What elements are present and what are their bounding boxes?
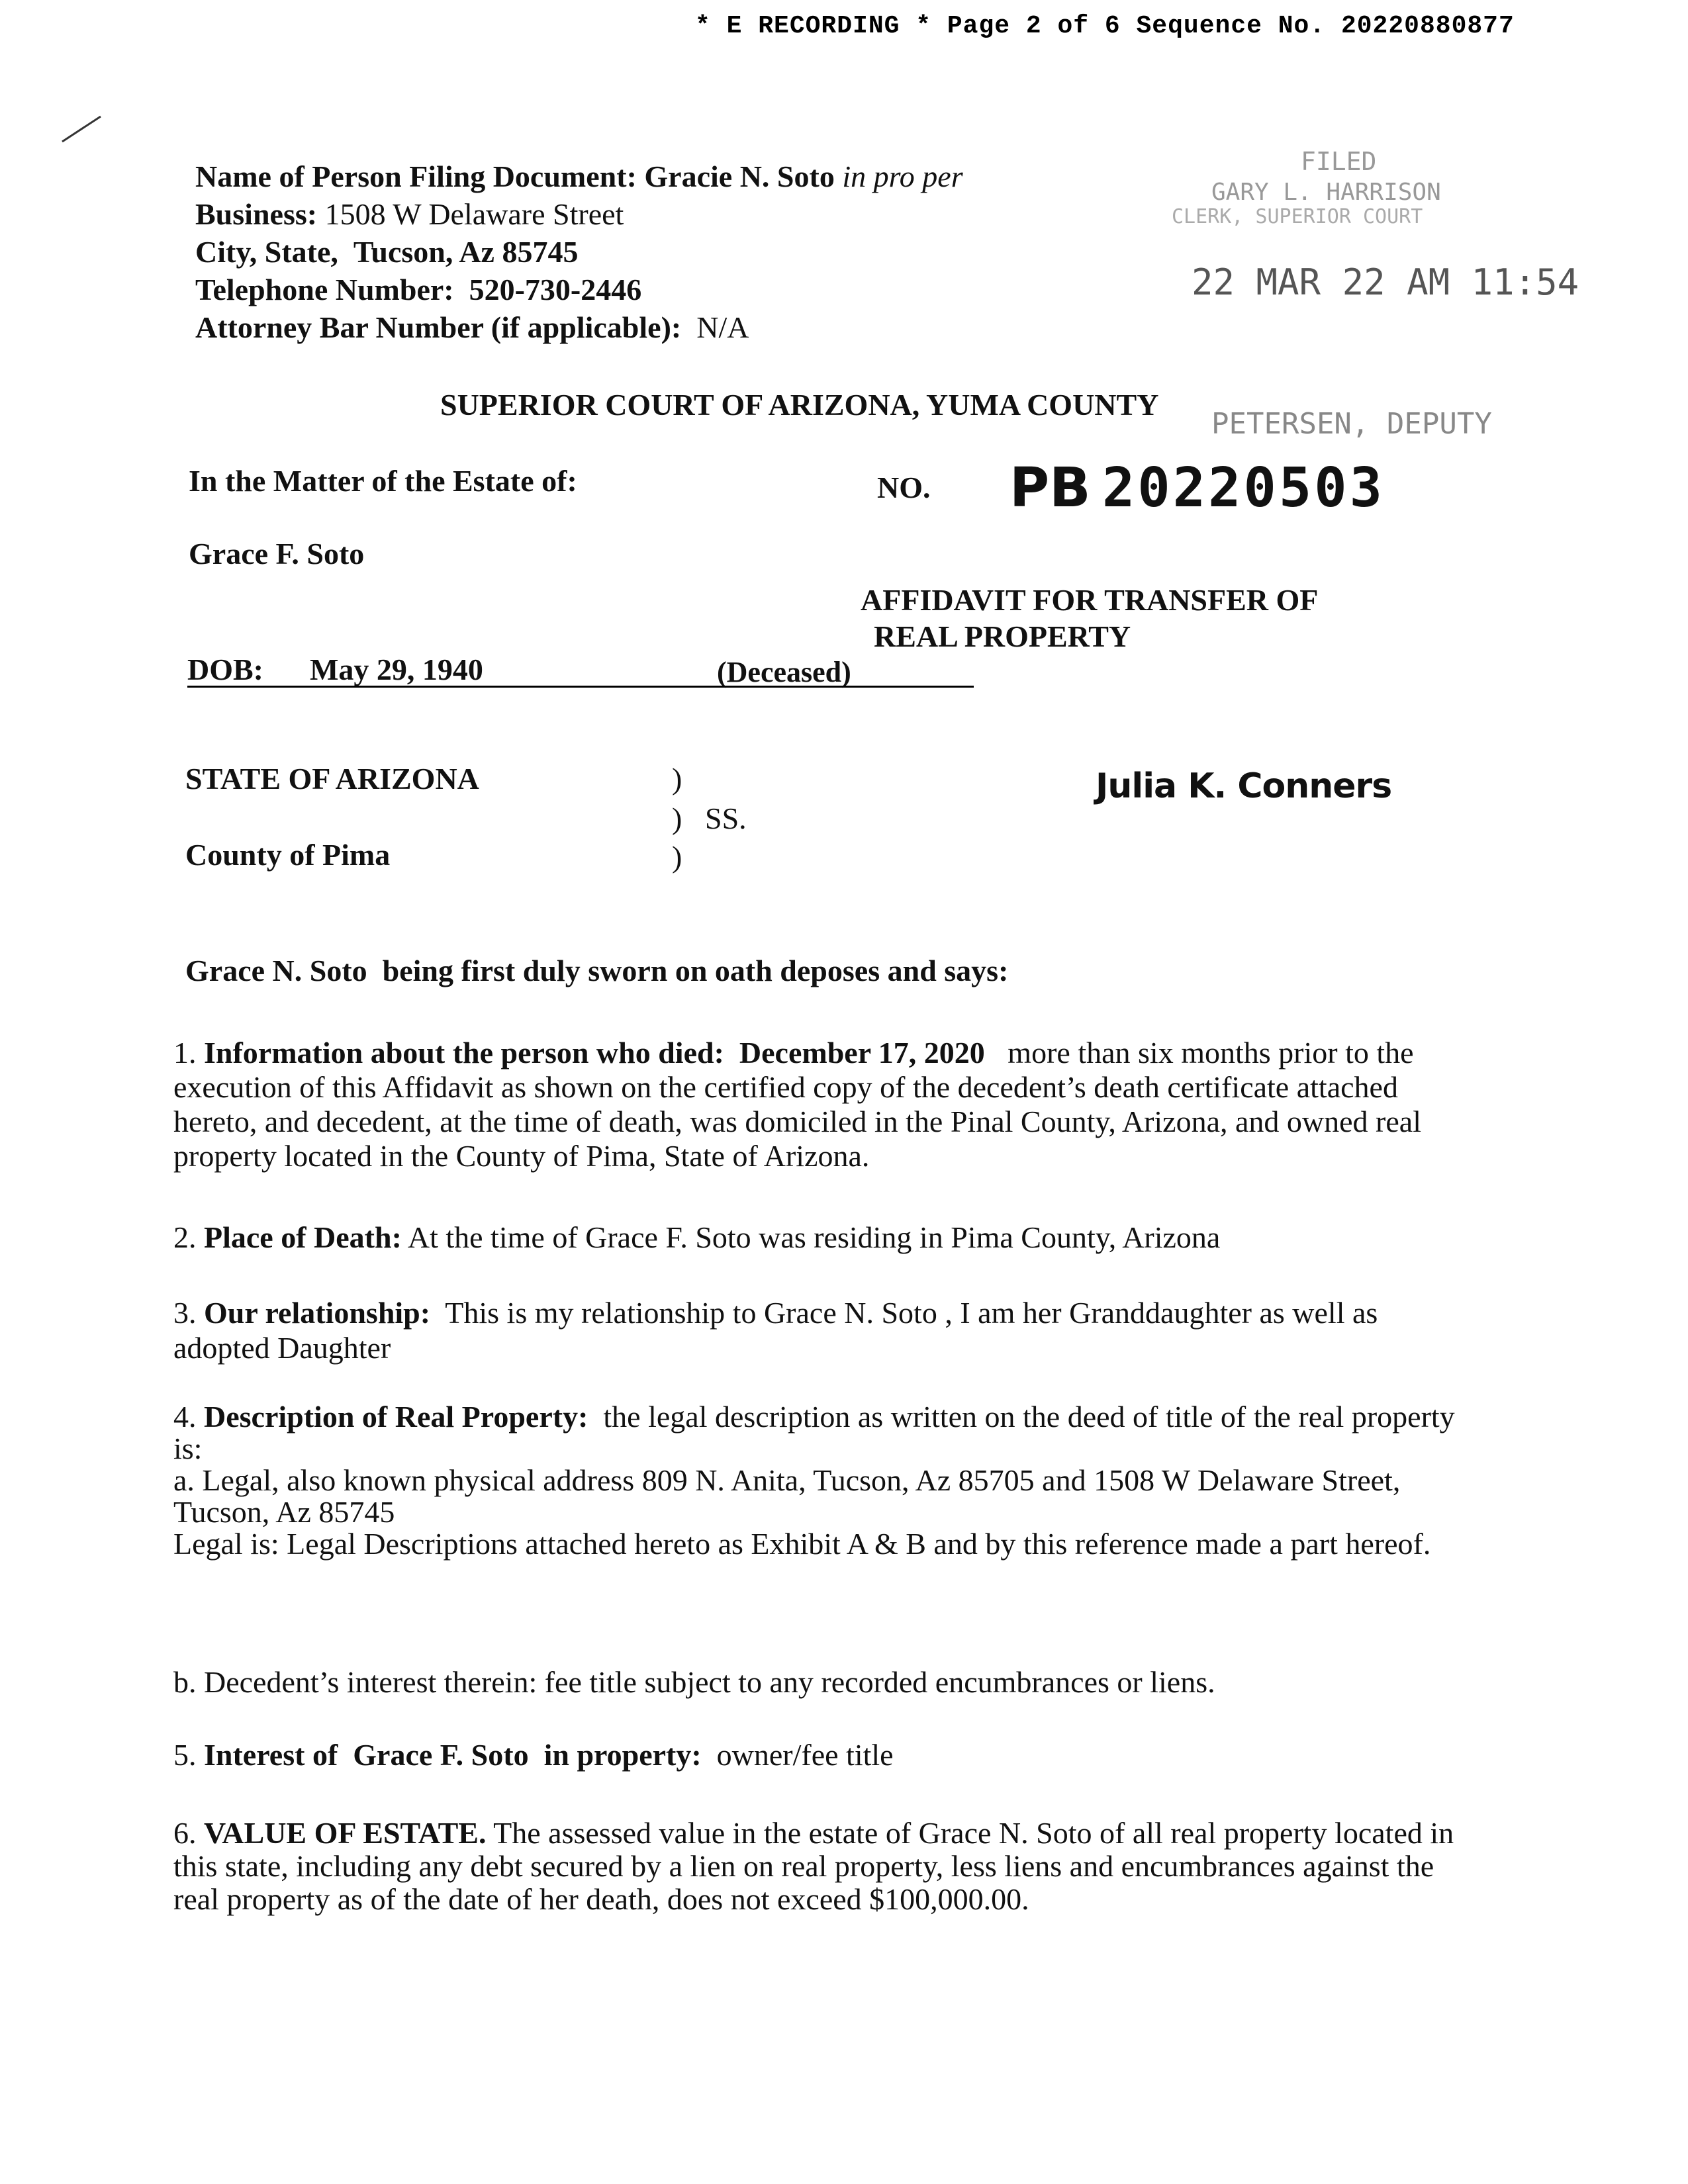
phone-value: 520-730-2446 bbox=[469, 273, 642, 306]
venue-state: STATE OF ARIZONA bbox=[185, 762, 479, 796]
item-5-text: owner/fee title bbox=[716, 1738, 894, 1772]
item-4-text: the legal description as written on the deed of title of the real property is: bbox=[173, 1400, 1455, 1465]
filed-stamp-clerk-title: CLERK, SUPERIOR COURT bbox=[1172, 205, 1423, 228]
phone-label: Telephone Number: bbox=[195, 273, 454, 306]
filer-block bbox=[195, 158, 963, 346]
item-1-text: more than six months prior to the execution of this Affidavit as shown on the certified copy of the decedent’s death certificate attached hereto, and decedent, at the time of death, was domiciled in the Pinal County, Arizona, and owned real property located in the County of Pima, State of Arizona. bbox=[173, 1036, 1421, 1173]
bar-value: N/A bbox=[696, 310, 749, 344]
bar-label: Attorney Bar Number (if applicable): bbox=[195, 310, 682, 344]
item-1-num: 1. bbox=[173, 1036, 197, 1069]
business-label: Business: bbox=[195, 197, 318, 231]
item-4-num: 4. bbox=[173, 1400, 197, 1433]
item-6-label: VALUE OF ESTATE. bbox=[204, 1816, 487, 1850]
filer-name: Gracie N. Soto bbox=[644, 159, 835, 193]
decedent-name: Grace F. Soto bbox=[189, 537, 365, 570]
judge-name: Julia K. Conners bbox=[1096, 766, 1392, 806]
item-3-label: Our relationship: bbox=[204, 1296, 431, 1330]
item-3 bbox=[173, 1295, 1458, 1365]
item-4-sub-a: a. Legal, also known physical address 809 N. Anita, Tucson, Az 85705 and 1508 W Delaware Street, Tucson, Az 85745 bbox=[173, 1463, 1401, 1529]
recording-header: * E RECORDING * Page 2 of 6 Sequence No. 20220880877 bbox=[695, 12, 1515, 40]
item-6 bbox=[173, 1817, 1471, 1916]
filed-stamp-clerk: GARY L. HARRISON bbox=[1211, 179, 1441, 206]
deceased-label: (Deceased) bbox=[717, 656, 851, 688]
item-2-label: Place of Death: bbox=[204, 1220, 402, 1254]
sworn-text: being first duly sworn on oath deposes and says: bbox=[382, 954, 1009, 987]
item-4 bbox=[173, 1401, 1464, 1465]
item-4-sub-b: b. Decedent’s interest therein: fee title subject to any recorded encumbrances or liens. bbox=[173, 1665, 1215, 1699]
item-4-label: Description of Real Property: bbox=[204, 1400, 588, 1433]
item-6-text: The assessed value in the estate of Grace N. Soto of all real property located in this state, including any debt secured by a lien on real property, less liens and encumbrances against the real property as of the date of her death, does not exceed $100,000.00. bbox=[173, 1816, 1454, 1916]
sworn-statement bbox=[185, 953, 1008, 988]
venue-county: County of Pima bbox=[185, 838, 391, 872]
item-3-num: 3. bbox=[173, 1296, 197, 1330]
city-value: Tucson, Az 85745 bbox=[353, 235, 579, 269]
item-1-date: December 17, 2020 bbox=[739, 1036, 985, 1069]
item-4-legal: Legal is: Legal Descriptions attached hereto as Exhibit A & B and by this reference made a part hereof. bbox=[173, 1527, 1431, 1561]
doc-title-line1: AFFIDAVIT FOR TRANSFER OF bbox=[861, 583, 1319, 617]
item-5-label-a: Interest of bbox=[204, 1738, 338, 1772]
item-5-label-b: in property: bbox=[543, 1738, 702, 1772]
case-no-label: NO. bbox=[877, 471, 931, 504]
doc-title-line2: REAL PROPERTY bbox=[874, 619, 1131, 653]
dob-label: DOB: bbox=[187, 653, 263, 686]
item-6-num: 6. bbox=[173, 1816, 197, 1850]
item-1-label: Information about the person who died: bbox=[204, 1036, 724, 1069]
pen-mark bbox=[60, 113, 106, 146]
dob-value: May 29, 1940 bbox=[310, 653, 483, 686]
item-1 bbox=[173, 1036, 1464, 1173]
item-2-text: At the time of Grace F. Soto was residing in Pima County, Arizona bbox=[407, 1220, 1221, 1254]
venue-paren-1: ) bbox=[672, 762, 682, 796]
item-5-num: 5. bbox=[173, 1738, 197, 1772]
filed-stamp-date: 22 MAR 22 AM 11:54 bbox=[1192, 261, 1579, 303]
item-2 bbox=[173, 1220, 1464, 1255]
filer-name-label: Name of Person Filing Document: bbox=[195, 159, 637, 193]
item-5 bbox=[173, 1737, 1464, 1772]
business-value: 1508 W Delaware Street bbox=[324, 197, 624, 231]
venue-ss: SS. bbox=[705, 801, 747, 835]
court-title: SUPERIOR COURT OF ARIZONA, YUMA COUNTY bbox=[440, 388, 1159, 422]
affiant-name: Grace N. Soto bbox=[185, 954, 367, 987]
filer-name-suffix: in pro per bbox=[842, 159, 963, 193]
venue-paren-3: ) bbox=[672, 840, 682, 874]
filed-stamp-deputy: PETERSEN, DEPUTY bbox=[1211, 407, 1492, 441]
venue-paren-2: ) bbox=[672, 801, 682, 835]
city-label: City, State, bbox=[195, 235, 338, 269]
case-number: 20220503 bbox=[1102, 457, 1385, 520]
filed-stamp-filed: FILED bbox=[1301, 147, 1377, 176]
item-3-text: This is my relationship to Grace N. Soto , I am her Granddaughter as well as adopted Daughter bbox=[173, 1296, 1378, 1365]
dob-underline bbox=[187, 686, 974, 688]
matter-label: In the Matter of the Estate of: bbox=[189, 464, 577, 498]
case-prefix: PB bbox=[1009, 457, 1091, 520]
item-2-num: 2. bbox=[173, 1220, 197, 1254]
item-5-name: Grace F. Soto bbox=[353, 1738, 529, 1772]
